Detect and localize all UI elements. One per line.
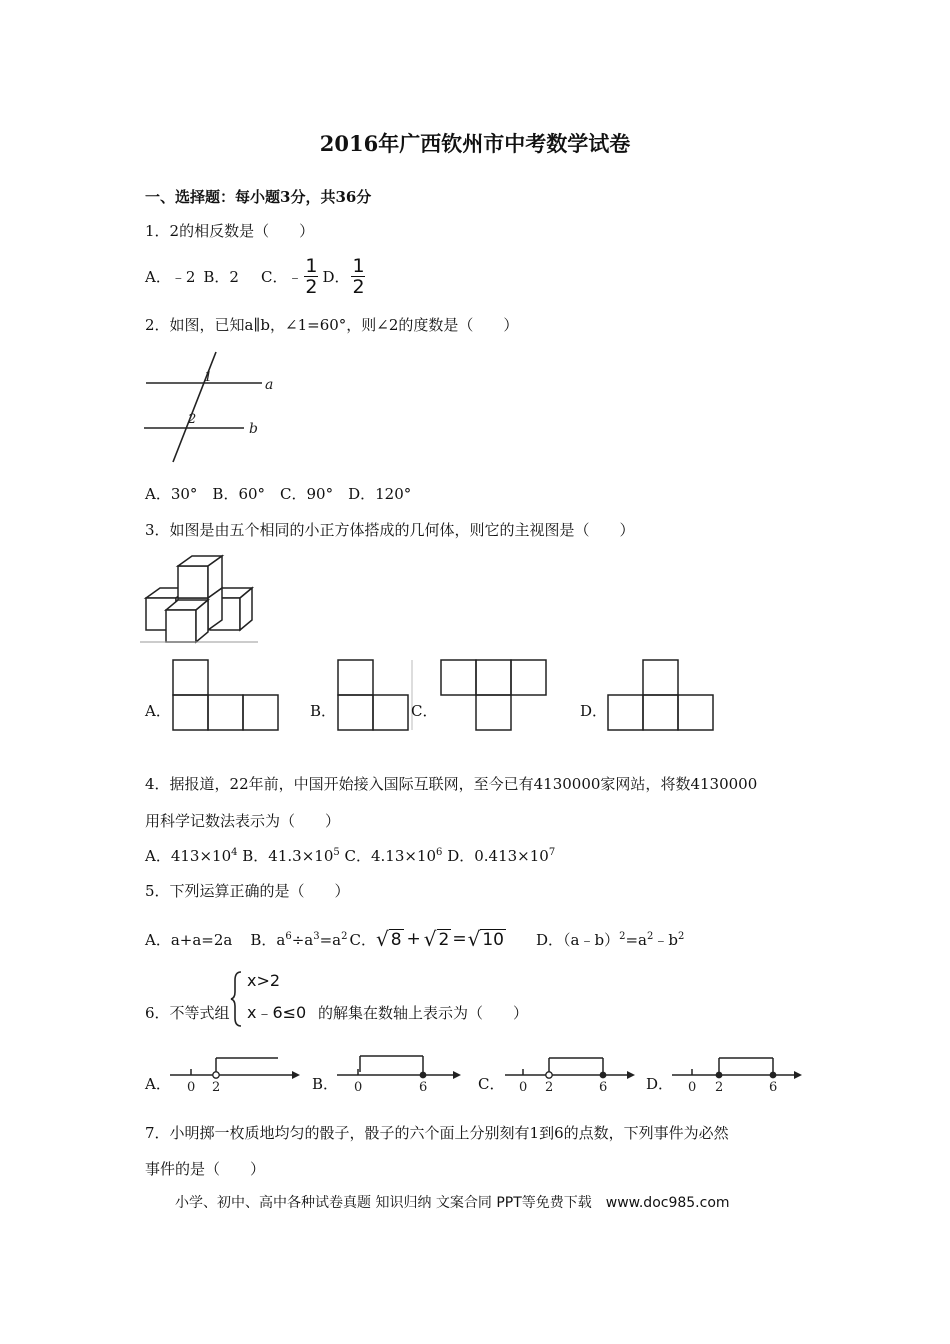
- q6-option-b-numberline: [335, 1052, 465, 1094]
- q5-b-text: =a: [319, 930, 342, 949]
- q1-stem: 1．2的相反数是（ ）: [145, 222, 315, 240]
- exponent: 2: [341, 930, 348, 942]
- angle-1-label: 1: [204, 370, 213, 385]
- q6-option-b-label: B．: [312, 1075, 339, 1093]
- q3-option-b-view: [336, 658, 416, 732]
- exponent: 6: [285, 930, 292, 942]
- exponent: 2: [677, 930, 685, 942]
- cube-front-front: [166, 610, 196, 642]
- q5-option-d: [536, 929, 684, 950]
- q2-stem: 2．如图，已知a∥b，∠1=60°，则∠2的度数是（ ）: [145, 316, 519, 334]
- q1-option-a: A．﹣2: [145, 268, 196, 286]
- line-b-label: b: [249, 421, 258, 437]
- radicand: 2: [438, 929, 450, 950]
- q6-option-d-numberline: [670, 1052, 806, 1094]
- q4-option-c: C．4.13×10: [344, 847, 437, 865]
- q6-inequality-1: x>2: [247, 971, 281, 990]
- exponent: 6: [436, 847, 443, 858]
- q1-fraction-c: [304, 256, 318, 297]
- q5-option-c-label: C．: [349, 930, 376, 949]
- q5-option-a: A．a+a=2a: [145, 930, 233, 949]
- cube-top-front: [178, 566, 208, 598]
- exponent: 2: [646, 930, 654, 942]
- q1-option-d: D．: [322, 268, 350, 286]
- q3-stem: 3．如图是由五个相同的小正方体搭成的几何体，则它的主视图是（ ）: [145, 521, 635, 539]
- q5-stem: 5．下列运算正确的是（ ）: [145, 882, 350, 900]
- q4-option-a: A．413×10: [145, 847, 232, 865]
- q4-option-d: D．0.413×10: [447, 847, 549, 865]
- q3-option-b-label: B．: [310, 702, 337, 720]
- tick-label-2: 2: [212, 1080, 221, 1095]
- q3-option-a-view: [171, 658, 283, 732]
- radicand: 8: [390, 929, 402, 950]
- tick-label-2: 2: [715, 1080, 724, 1095]
- q6-option-c-label: C．: [478, 1075, 505, 1093]
- q5-options: [145, 927, 684, 951]
- q6-inequality-2: x﹣6≤0: [247, 1003, 307, 1022]
- tick-label-0: 0: [187, 1080, 196, 1095]
- q6-brace: [229, 970, 243, 1028]
- tick-label-6: 6: [599, 1080, 608, 1095]
- exponent: 7: [548, 847, 556, 858]
- q5-option-c-radicals: √ 8 + √ 2 = √ 10: [375, 927, 504, 951]
- tick-label-6: 6: [419, 1080, 428, 1095]
- q3-option-d-label: D．: [580, 702, 608, 720]
- angle-2-label: 2: [188, 412, 197, 427]
- q5-d-text: =a: [625, 930, 647, 949]
- tick-label-2: 2: [545, 1080, 554, 1095]
- fraction-denominator: 2: [352, 276, 365, 298]
- fraction-numerator: 1: [352, 255, 365, 277]
- tick-label-0: 0: [354, 1080, 363, 1095]
- line-a-label: a: [265, 377, 274, 393]
- q6-option-d-label: D．: [646, 1075, 674, 1093]
- q2-options: A．30° B．60° C．90° D．120°: [145, 485, 412, 503]
- q4-line2: 用科学记数法表示为（ ）: [145, 812, 341, 830]
- q5-b-text: ÷a: [291, 930, 314, 949]
- page-title: 2016年广西钦州市中考数学试卷: [319, 131, 631, 156]
- tick-label-0: 0: [519, 1080, 528, 1095]
- footer-ad-text: 小学、初中、高中各种试卷真题 知识归纳 文案合同 PPT等免费下载 www.doc985.com: [175, 1195, 730, 1211]
- q5-d-text: ﹣b: [653, 930, 678, 949]
- q4-option-b: B．41.3×10: [242, 847, 334, 865]
- q1-fraction-d: [351, 256, 365, 297]
- q6-stem-post: 的解集在数轴上表示为（ ）: [318, 1004, 529, 1022]
- q3-cube-solid-figure: [140, 552, 260, 644]
- tick-label-0: 0: [688, 1080, 697, 1095]
- q5-option-b: [250, 929, 347, 950]
- q6-option-c-numberline: [503, 1052, 639, 1094]
- q2-parallel-lines-figure: [140, 350, 290, 465]
- q6-stem-pre: 6．不等式组: [145, 1004, 230, 1022]
- q7-line1: 7．小明掷一枚质地均匀的骰子，骰子的六个面上分别刻有1到6的点数，下列事件为必然: [145, 1124, 729, 1142]
- q4-options: [145, 845, 555, 866]
- transversal-line: [173, 352, 216, 462]
- q7-line2: 事件的是（ ）: [145, 1160, 266, 1178]
- fraction-denominator: 2: [305, 276, 318, 298]
- exponent: 5: [333, 847, 340, 858]
- fraction-numerator: 1: [305, 255, 318, 277]
- q1-option-c: C．﹣: [260, 268, 303, 286]
- q6-option-a-numberline: [168, 1052, 304, 1094]
- section-heading: 一、选择题：每小题3分，共36分: [145, 188, 372, 206]
- q1-options: [145, 256, 367, 297]
- exponent: 2: [619, 930, 626, 942]
- q3-option-a-label: A．: [145, 702, 171, 720]
- q6-option-a-label: A．: [145, 1075, 171, 1093]
- tick-label-6: 6: [769, 1080, 778, 1095]
- q3-option-c-view: [439, 658, 551, 732]
- exponent: 4: [231, 847, 238, 858]
- q3-option-d-view: [606, 658, 718, 732]
- radicand: 10: [482, 929, 504, 950]
- q5-d-text: D．（a﹣b）: [536, 930, 620, 949]
- q5-b-text: B．a: [250, 930, 286, 949]
- q3-option-c-label: C．: [411, 702, 438, 720]
- q1-option-b: B．2: [203, 268, 239, 286]
- q4-line1: 4．据报道，22年前，中国开始接入国际互联网，至今已有4130000家网站，将数4130000: [145, 775, 758, 793]
- exponent: 3: [313, 930, 320, 942]
